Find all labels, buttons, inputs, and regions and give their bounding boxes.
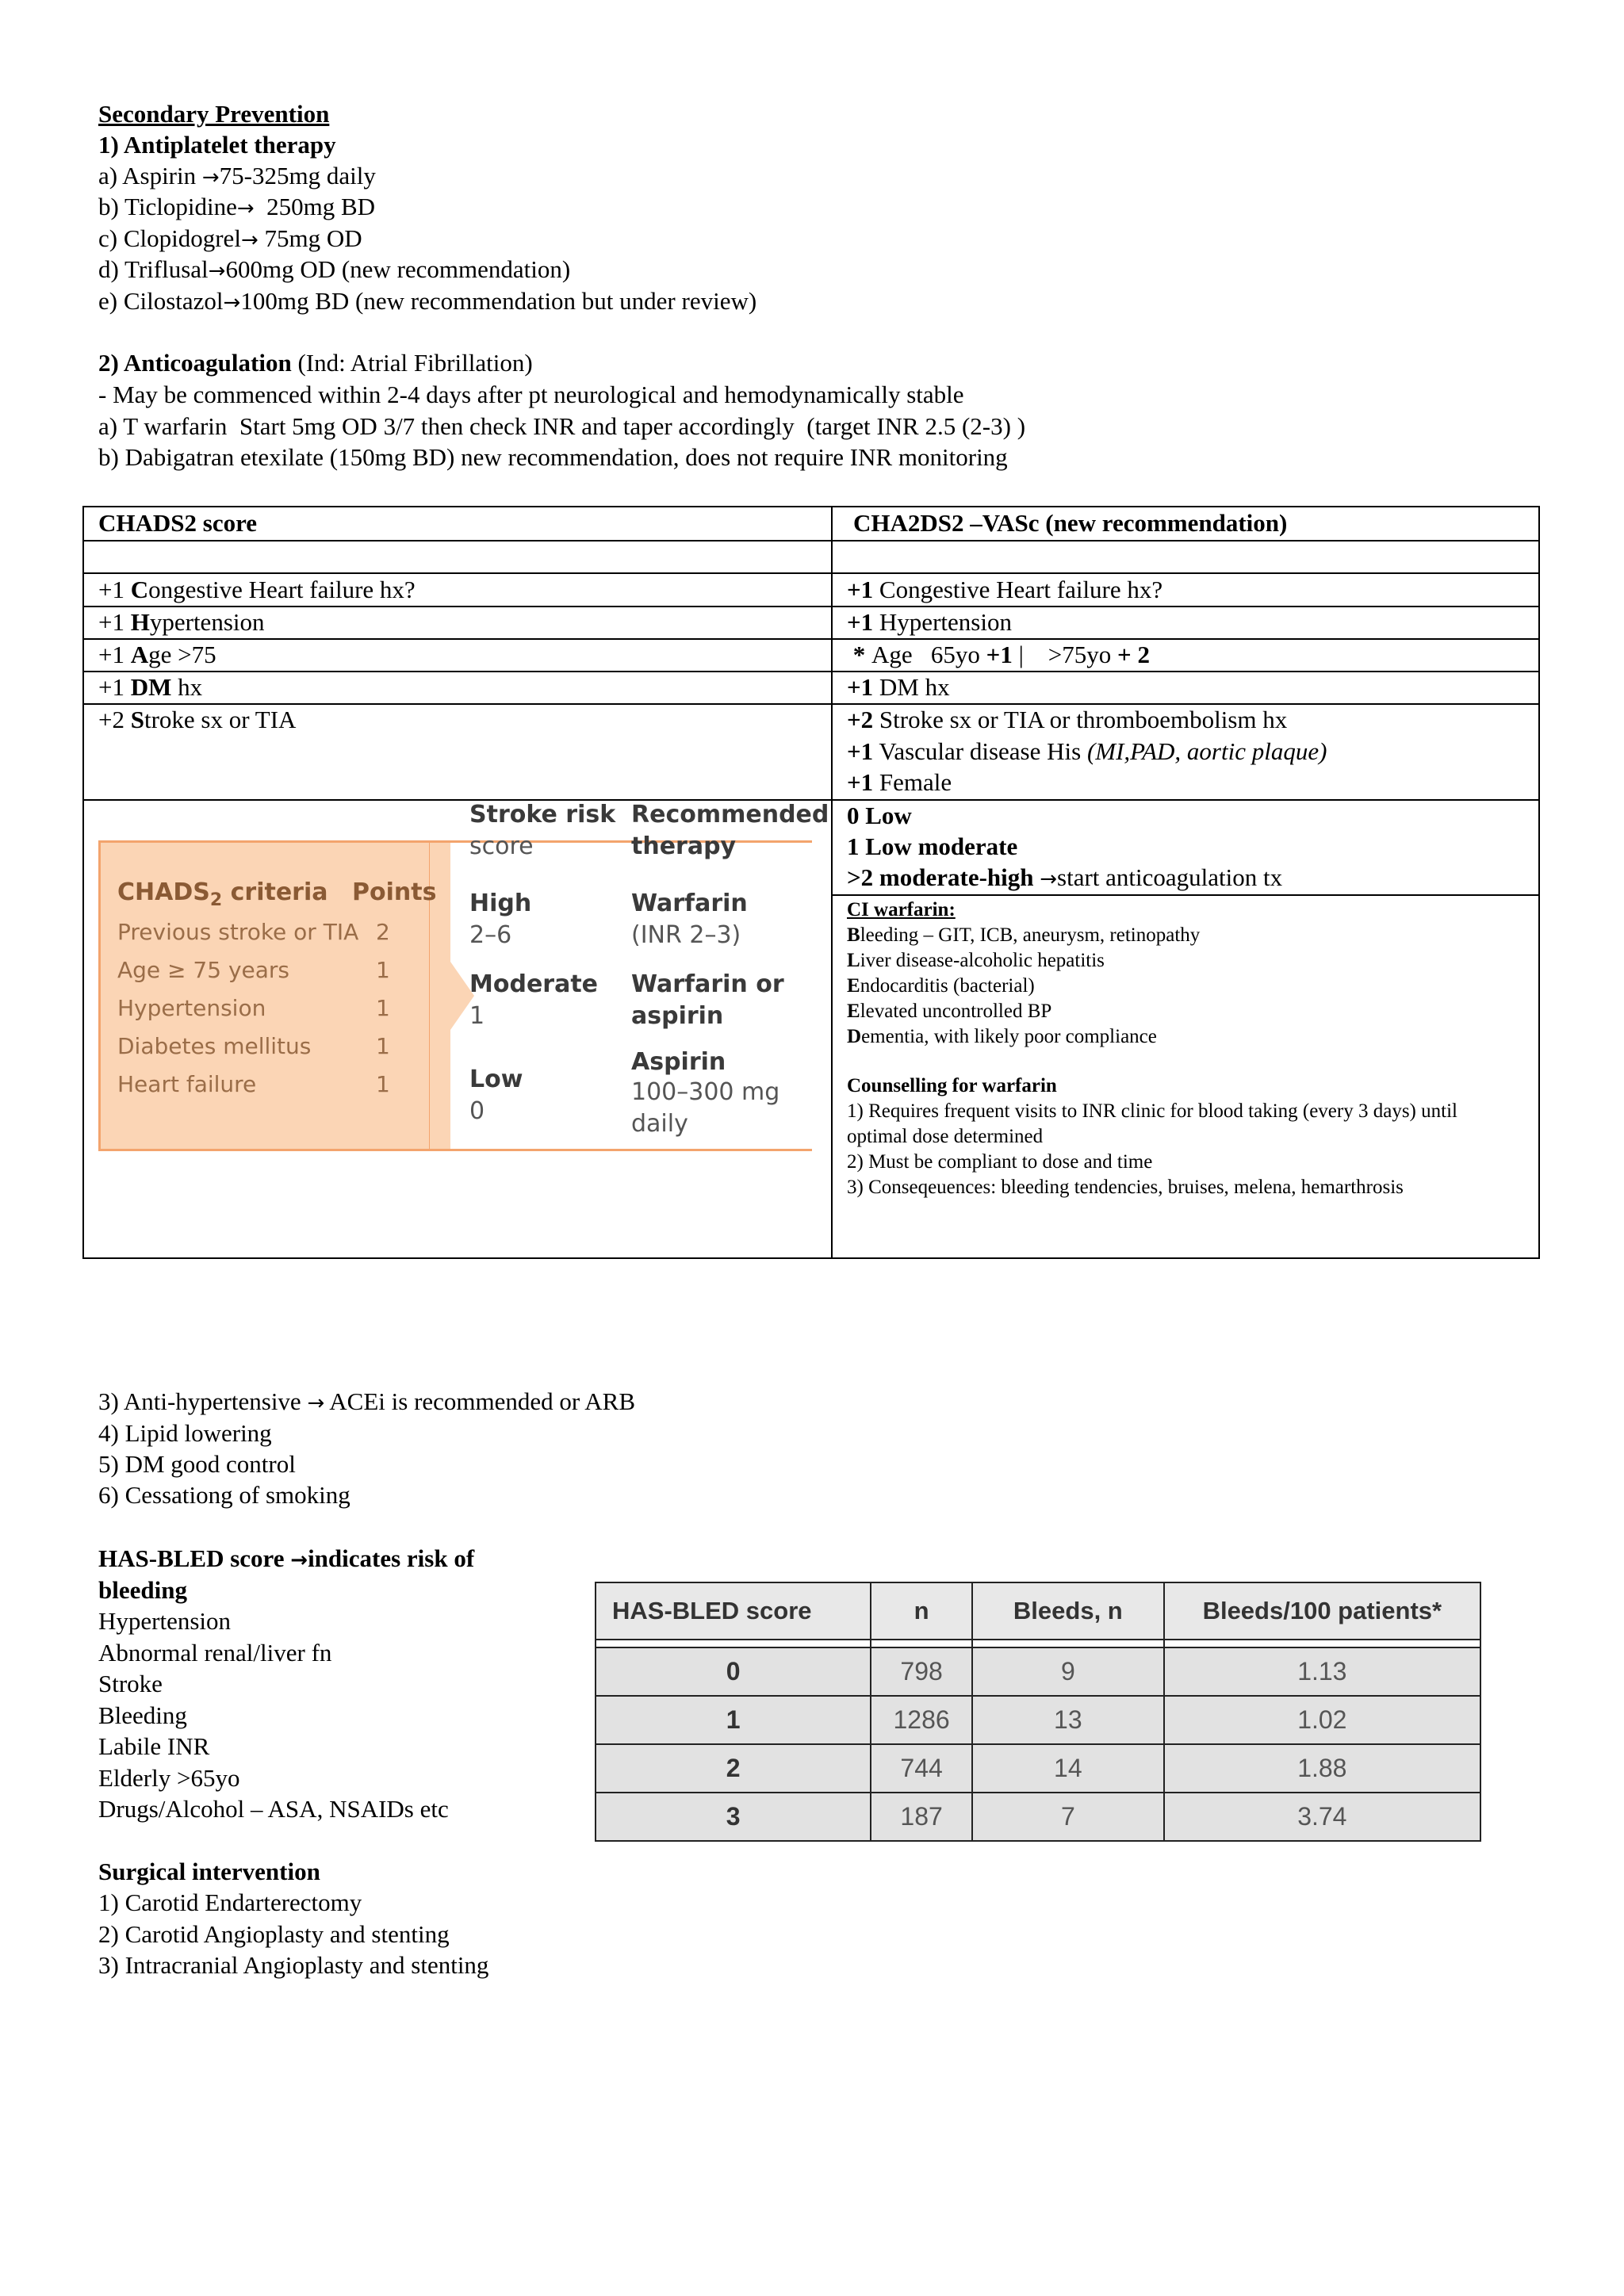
hasbled-heading-2: bleeding bbox=[98, 1576, 187, 1604]
therapy-detail: aspirin bbox=[631, 1002, 724, 1030]
antiplatelet-item: e) Cilostazol→100mg BD (new recommendation but under review) bbox=[98, 287, 757, 315]
criteria-points: 1 bbox=[376, 1071, 390, 1097]
counselling-item: 1) Requires frequent visits to INR clinic for blood taking (every 3 days) until bbox=[847, 1100, 1457, 1122]
antiplatelet-item: b) Ticlopidine→ 250mg BD bbox=[98, 193, 376, 220]
measure-item: 5) DM good control bbox=[98, 1450, 296, 1478]
vasc-row: +1 Female bbox=[847, 768, 952, 796]
table-row: 1 1286 13 1.02 bbox=[596, 1696, 1480, 1744]
therapy-head-sub: therapy bbox=[631, 832, 737, 860]
arrow-right-icon: → bbox=[290, 1548, 308, 1572]
criteria-title: $CHADS_2$ criteria bbox=[117, 878, 328, 910]
risk-level: High bbox=[469, 890, 532, 917]
points-title: Points bbox=[352, 878, 437, 906]
arrow-right-icon: → bbox=[201, 166, 220, 189]
cha2ds2-vasc-header: CHA2DS2 –VASc (new recommendation) bbox=[853, 509, 1288, 537]
risk-high: >2 moderate-high →start anticoagulation tx bbox=[847, 863, 1283, 891]
counselling-heading: Counselling for warfarin bbox=[847, 1075, 1057, 1096]
chads2-criteria-figure bbox=[98, 801, 829, 1151]
risk-low-moderate: 1 Low moderate bbox=[847, 832, 1018, 860]
criteria-item: Hypertension bbox=[117, 995, 266, 1021]
hasbled-heading: HAS-BLED score →indicates risk of bbox=[98, 1544, 475, 1572]
risk-low: 0 Low bbox=[847, 802, 912, 829]
arrow-right-icon: → bbox=[240, 228, 259, 252]
hasbled-item: Elderly >65yo bbox=[98, 1764, 240, 1792]
chads2-row: +1 DM hx bbox=[98, 673, 203, 701]
surgical-item: 2) Carotid Angioplasty and stenting bbox=[98, 1920, 450, 1948]
column-header: Bleeds, n bbox=[972, 1582, 1164, 1640]
anticoag-line: a) T warfarin Start 5mg OD 3/7 then check INR and taper accordingly (target INR 2.5 (2-3) ) bbox=[98, 412, 1026, 440]
criteria-points: 1 bbox=[376, 957, 390, 983]
table-row: 0 798 9 1.13 bbox=[596, 1647, 1480, 1696]
vasc-row: +1 Congestive Heart failure hx? bbox=[847, 576, 1163, 603]
surgical-item: 3) Intracranial Angioplasty and stenting bbox=[98, 1951, 489, 1979]
column-header: n bbox=[871, 1582, 972, 1640]
vasc-row: +1 Hypertension bbox=[847, 608, 1012, 636]
arrow-right-icon: → bbox=[307, 1391, 325, 1415]
therapy: Warfarin or bbox=[631, 970, 784, 998]
hasbled-item: Labile INR bbox=[98, 1732, 210, 1760]
ci-item: Elevated uncontrolled BP bbox=[847, 1001, 1052, 1022]
counselling-item: 2) Must be compliant to dose and time bbox=[847, 1151, 1153, 1173]
column-header: HAS-BLED score bbox=[596, 1582, 871, 1640]
risk-level: Moderate bbox=[469, 970, 599, 998]
hasbled-item: Drugs/Alcohol – ASA, NSAIDs etc bbox=[98, 1795, 449, 1823]
anticoag-line: - May be commenced within 2-4 days after pt neurological and hemodynamically stable bbox=[98, 381, 964, 408]
therapy-detail: (INR 2–3) bbox=[631, 921, 741, 949]
counselling-item: optimal dose determined bbox=[847, 1126, 1044, 1147]
vasc-row: +1 Vascular disease His (MI,PAD, aortic plaque) bbox=[847, 737, 1327, 765]
measure-item: 6) Cessationg of smoking bbox=[98, 1481, 350, 1509]
chads2-header: CHADS2 score bbox=[98, 509, 258, 537]
criteria-item: Diabetes mellitus bbox=[117, 1033, 312, 1059]
criteria-item: Previous stroke or TIA bbox=[117, 919, 359, 945]
therapy: Aspirin bbox=[631, 1048, 726, 1076]
arrow-right-icon: → bbox=[208, 259, 226, 283]
hasbled-item: Abnormal renal/liver fn bbox=[98, 1639, 332, 1667]
arrow-right-icon: → bbox=[1040, 867, 1058, 891]
risk-score: 1 bbox=[469, 1002, 485, 1030]
therapy: Warfarin bbox=[631, 890, 748, 917]
vasc-age-row: * Age 65yo +1 | >75yo + 2 bbox=[847, 641, 1150, 668]
arrow-right-icon: → bbox=[236, 197, 255, 220]
stroke-risk-head-sub: score bbox=[469, 832, 534, 860]
ci-item: Bleeding – GIT, ICB, aneurysm, retinopathy bbox=[847, 924, 1201, 946]
ci-item: Endocarditis (bacterial) bbox=[847, 975, 1035, 997]
antiplatelet-heading: 1) Antiplatelet therapy bbox=[98, 131, 336, 159]
table-row: 2 744 14 1.88 bbox=[596, 1744, 1480, 1793]
column-header: Bleeds/100 patients* bbox=[1164, 1582, 1480, 1640]
hasbled-item: Bleeding bbox=[98, 1701, 187, 1729]
section-title: Secondary Prevention bbox=[98, 100, 330, 128]
counselling-item: 3) Conseqeuences: bleeding tendencies, bruises, melena, hemarthrosis bbox=[847, 1177, 1404, 1198]
risk-score: 0 bbox=[469, 1097, 485, 1125]
stroke-risk-head: Stroke risk bbox=[469, 801, 616, 828]
hasbled-table bbox=[595, 1582, 1481, 1842]
chads2-row: +1 Congestive Heart failure hx? bbox=[98, 576, 416, 603]
criteria-points: 1 bbox=[376, 995, 390, 1021]
arrow-right-icon: → bbox=[223, 291, 241, 315]
chads2-row: +1 Hypertension bbox=[98, 608, 265, 636]
therapy-head: Recommended bbox=[631, 801, 829, 828]
risk-level: Low bbox=[469, 1066, 523, 1093]
criteria-item: Heart failure bbox=[117, 1071, 257, 1097]
antiplatelet-item: c) Clopidogrel→ 75mg OD bbox=[98, 224, 362, 252]
ci-item: Dementia, with likely poor compliance bbox=[847, 1026, 1157, 1047]
risk-score: 2–6 bbox=[469, 921, 512, 949]
antiplatelet-item: a) Aspirin →75-325mg daily bbox=[98, 162, 376, 189]
hasbled-item: Hypertension bbox=[98, 1607, 232, 1635]
therapy-detail: 100–300 mg bbox=[631, 1078, 780, 1106]
measure-item: 3) Anti-hypertensive → ACEi is recommended or ARB bbox=[98, 1387, 636, 1415]
criteria-points: 1 bbox=[376, 1033, 390, 1059]
vasc-row: +2 Stroke sx or TIA or thromboembolism hx bbox=[847, 706, 1288, 733]
therapy-detail: daily bbox=[631, 1110, 688, 1138]
surgical-item: 1) Carotid Endarterectomy bbox=[98, 1888, 362, 1916]
ci-warfarin-heading: CI warfarin: bbox=[847, 899, 956, 920]
antiplatelet-item: d) Triflusal→600mg OD (new recommendation) bbox=[98, 255, 571, 283]
table-row: 3 187 7 3.74 bbox=[596, 1793, 1480, 1841]
chads2-row: +1 Age >75 bbox=[98, 641, 216, 668]
anticoag-line: b) Dabigatran etexilate (150mg BD) new recommendation, does not require INR monitoring bbox=[98, 443, 1008, 471]
criteria-item: Age ≥ 75 years bbox=[117, 957, 289, 983]
surgical-heading: Surgical intervention bbox=[98, 1858, 320, 1885]
vasc-row: +1 DM hx bbox=[847, 673, 950, 701]
hasbled-item: Stroke bbox=[98, 1670, 163, 1697]
ci-item: Liver disease-alcoholic hepatitis bbox=[847, 950, 1105, 971]
measure-item: 4) Lipid lowering bbox=[98, 1419, 272, 1447]
criteria-points: 2 bbox=[376, 919, 390, 945]
chads2-row: +2 Stroke sx or TIA bbox=[98, 706, 297, 733]
anticoag-heading: 2) Anticoagulation (Ind: Atrial Fibrillation) bbox=[98, 349, 533, 377]
